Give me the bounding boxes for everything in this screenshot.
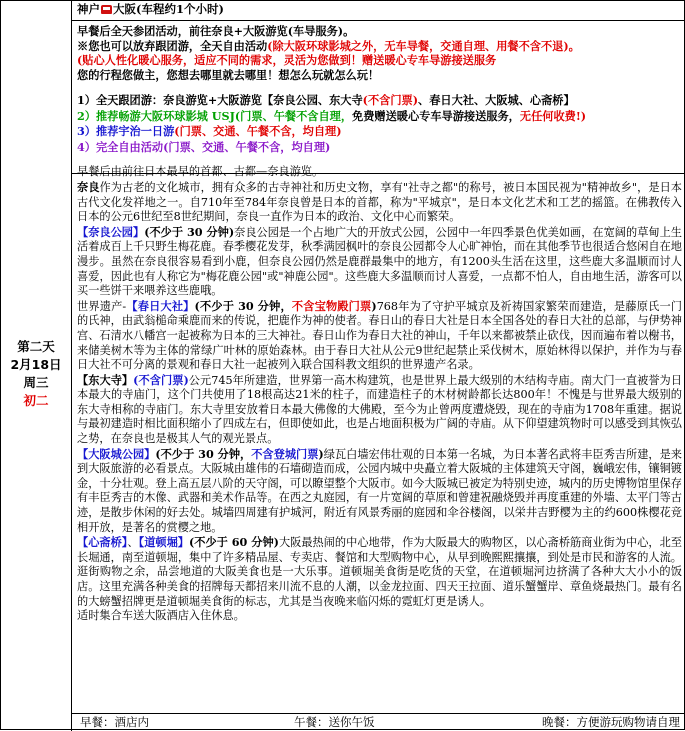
meal-lunch: 午餐：送你午饭 xyxy=(294,715,375,729)
park-text: 奈良公园是一个占地广大的开放式公园，公园中一年四季景色优美如画，在宽阔的草甸上生活着成百上千只野生梅花鹿。春季樱花发芽，秋季满园枫叶的奈良公园都令人心旷神怡，而在其他季节也很适合悠闲自在地漫步。虽然在奈良很容易看到小鹿，但奈良公园仍然是鹿群最集中的地方，有1200头生活在这里，这些鹿大多温顺而讨人喜爱，因此也有人称它为"梅花鹿公园"或"神鹿公园"。这些鹿大多温顺而讨人喜爱，一点都不怕人，自由地生活，游客可以买一些饼干来喂养这些鹿哦。 xyxy=(77,225,682,298)
intro-line-1: 早餐后全天参团活动，前往奈良+大阪游览(车导服务)。 xyxy=(77,24,355,38)
intro-block xyxy=(77,24,682,82)
meal-breakfast: 早餐：酒店内 xyxy=(80,715,149,729)
kasuga-note: 不含宝物殿门票 xyxy=(291,298,372,313)
shinsaibashi-title: 【心斋桥】 xyxy=(77,535,128,550)
details-block xyxy=(77,165,682,623)
todaiji-note: (不含门票) xyxy=(133,372,189,387)
intro-line-4: 您的行程您做主，您想去哪里就去哪里！想怎么玩就怎么玩！ xyxy=(77,67,380,82)
kasuga-prefix: 世界遗产- xyxy=(77,299,127,313)
kasuga-text: 768年为了守护平城京及祈祷国家繁荣而建造，是藤原氏一门的氏神，由武翁槌命乘鹿而来的传说，把鹿作为神的使者。春日山的春日大社是日本全国各处的春日大社的总部，与伊势神宫、石清水八幡宫一起被称为日本的三大神社。春日山作为春日大社的神山，千年以来都被禁止砍伐，因而遍布着以榭书，来储美树木等为主体的常绿广叶林的原始森林。由于春日大社从公元9世纪起禁止采伐树木，原始林得以保护，并作为与春日大社不可分离的景观和春日大社一起被列入联合国科教文组织的世界遗产名录。 xyxy=(77,299,682,372)
park-title: 【奈良公园】 xyxy=(77,224,145,239)
intro-line-3: (贴心人性化暖心服务，适应不同的需求，灵活为您做到！赠送暖心专车导游接送服务 xyxy=(77,53,497,68)
intro-free-note: (除大阪环球影城之外，无车导餐，交通自理、用餐不含不退)。 xyxy=(267,38,580,53)
nara-text: 作为古老的文化城市，拥有众多的古寺神社和历史文物，享有"社寺之都"的称号，被日本国民视为"精神故乡"，是日本古代文化发祥地之一。自710年至784年奈良曾是日本的首都，称为"平城京"，是日本文化艺术和工艺的摇篮。在佛教传入日本的公元6世纪至8世纪期间，奈良一直作为日本的政治、文化中心而繁荣。 xyxy=(77,180,682,224)
option-2-tail: 无任何收费!) xyxy=(519,108,587,123)
shinsaibashi-text: 大阪最热闹的中心地带，作为大阪最大的购物区，以心斋桥筋商业街为中心，北至长堀通，南至道顿堀，集中了许多精品屋、专卖店、餐馆和大型购物中心，从早到晚熙熙攘攘，到处是市民和游客的人流。逛街购物之余，品尝地道的大阪美食也是一大乐事。道顿堀美食街是吃货的天堂，在道顿堀河边挤满了各种大大小小的饭店。这里充满各种美食的招牌每天都招来川流不息的人潮，以金龙拉面、四天王拉面、道乐蟹蟹岸、章鱼烧最热门。最有名的大螃蟹招牌更是道顿堀美食街的标志，尤其是当夜晚来临闪烁的霓虹灯更是诱人。 xyxy=(77,536,682,608)
kasuga-section xyxy=(77,299,682,373)
option-4-text: 4）完全自由活动 xyxy=(77,139,164,154)
kasuga-title: 【春日大社】 xyxy=(126,298,195,313)
day-weekday: 周三 xyxy=(23,375,49,390)
osakajo-close: ) xyxy=(318,446,324,461)
todaiji-text: 公元745年所建造，世界第一高木构建筑，也是世界上最大级别的木结构寺庙。南大门一直被誉为日本最大的寺庙门，这个门共使用了18根高达21米的柱子，而建造柱子的木材树龄都长达800年！不愧是与世界最大级别的东大寺相称的寺庙门。东大寺里安放着日本最大佛像的大佛殿，至今为止曾两度遭烧毁，现在的寺庙为1708年重建。据说与最初建造时相比面积缩小了四成左右，但即使如此，也是占地面积极为广阔的寺庙。从下仰望建筑物时可以感受到其恢弘之势，在奈良也是极其人气的观光景点。 xyxy=(77,373,682,446)
osakajo-text: 绿瓦白墙宏伟壮观的日本第一名城，为日本著名武将丰臣秀吉所建，是来到大阪旅游的必看景点。大阪城由雄伟的石墙砌造而成，公园内城中央矗立着大阪城的主体建筑天守阁，巍峨宏伟，镶铜镀金，十分壮观。登上高五层八阶的天守阁，可以瞭望整个大阪市。如今大阪城已被定为特别史迹，城内的历史博物馆里保存有丰臣秀吉的木像、武器和美术作品等。在西之丸庭园，有一片宽阔的草原和曾建祝融烧毁并再度重建的外墙、太平门等古迹，是散步休闲的好去处。城墙四周建有护城河，附近有风景秀丽的庭园和伞谷楼阁，以栄井吉野樱为主的约600株樱花竞相开放，是著名的赏樱之地。 xyxy=(77,447,682,534)
option-4-note: (门票、交通、午餐不含，均自理) xyxy=(163,139,331,154)
option-2-text: 2）推荐畅游大阪环球影城 USJ(门票、午餐不含自理， xyxy=(77,108,353,123)
park-section xyxy=(77,225,682,299)
osakajo-title: 【大阪城公园】 xyxy=(77,446,156,461)
day-label: 第二天 xyxy=(17,339,55,354)
option-2 xyxy=(77,109,682,125)
intro-line-2 xyxy=(77,39,682,54)
closing-text: 适时集合车送大阪酒店入住休息。 xyxy=(77,609,245,623)
lead-text: 早餐后由前往日本最早的首都、古都—奈良游览。 xyxy=(77,165,324,179)
day-content xyxy=(77,1,682,713)
option-1-tail: 、春日大社、大阪城、心斋桥】 xyxy=(418,93,575,108)
option-2-note: 免费赠送暖心专车导游接送服务， xyxy=(352,108,520,123)
options-list xyxy=(77,93,682,155)
option-1 xyxy=(77,93,682,109)
route-to: 大阪(车程约1个小时) xyxy=(113,2,224,16)
park-duration: (不少于 30 分钟) xyxy=(144,224,235,239)
kasuga-duration: (不少于 30 分钟， xyxy=(194,298,292,313)
shinsaibashi-sep: 、 xyxy=(127,536,139,550)
osakajo-note: 不含登城门票 xyxy=(251,446,319,461)
shinsaibashi-duration: (不少于 60 分钟) xyxy=(188,535,279,550)
osakajo-section xyxy=(77,447,682,536)
intro-free-text: ※您也可以放弃跟团游，全天自由活动 xyxy=(77,38,268,53)
car-icon xyxy=(101,5,112,14)
nara-section xyxy=(77,180,682,225)
route-title xyxy=(77,1,682,19)
todaiji-title: 【东大寺】 xyxy=(77,372,134,387)
meal-dinner: 晚餐：方便游玩购物请自理 xyxy=(542,715,680,729)
day-lunar: 初二 xyxy=(23,393,49,408)
osakajo-duration: (不少于 30 分钟， xyxy=(155,446,252,461)
day-column xyxy=(1,1,72,731)
day-info xyxy=(1,338,71,410)
nara-title: 奈良 xyxy=(77,179,100,194)
route-from: 神户 xyxy=(77,2,100,16)
shinsaibashi-section xyxy=(77,535,682,609)
option-1-text: 1）全天跟团游：奈良游览+大阪游览【奈良公园、东大寺 xyxy=(77,93,363,108)
option-3-text: 3）推荐宇治一日游 xyxy=(77,124,175,139)
day-date: 2月18日 xyxy=(10,357,62,372)
dotonbori-title: 【道顿堀】 xyxy=(138,535,189,550)
option-4 xyxy=(77,140,682,156)
meals-row xyxy=(72,713,685,731)
option-1-note: (不含门票) xyxy=(362,93,419,108)
option-3 xyxy=(77,124,682,140)
option-3-note: (门票、交通、午餐不含，均自理) xyxy=(174,124,342,139)
todaiji-section xyxy=(77,373,682,447)
kasuga-close: ) xyxy=(371,298,377,313)
